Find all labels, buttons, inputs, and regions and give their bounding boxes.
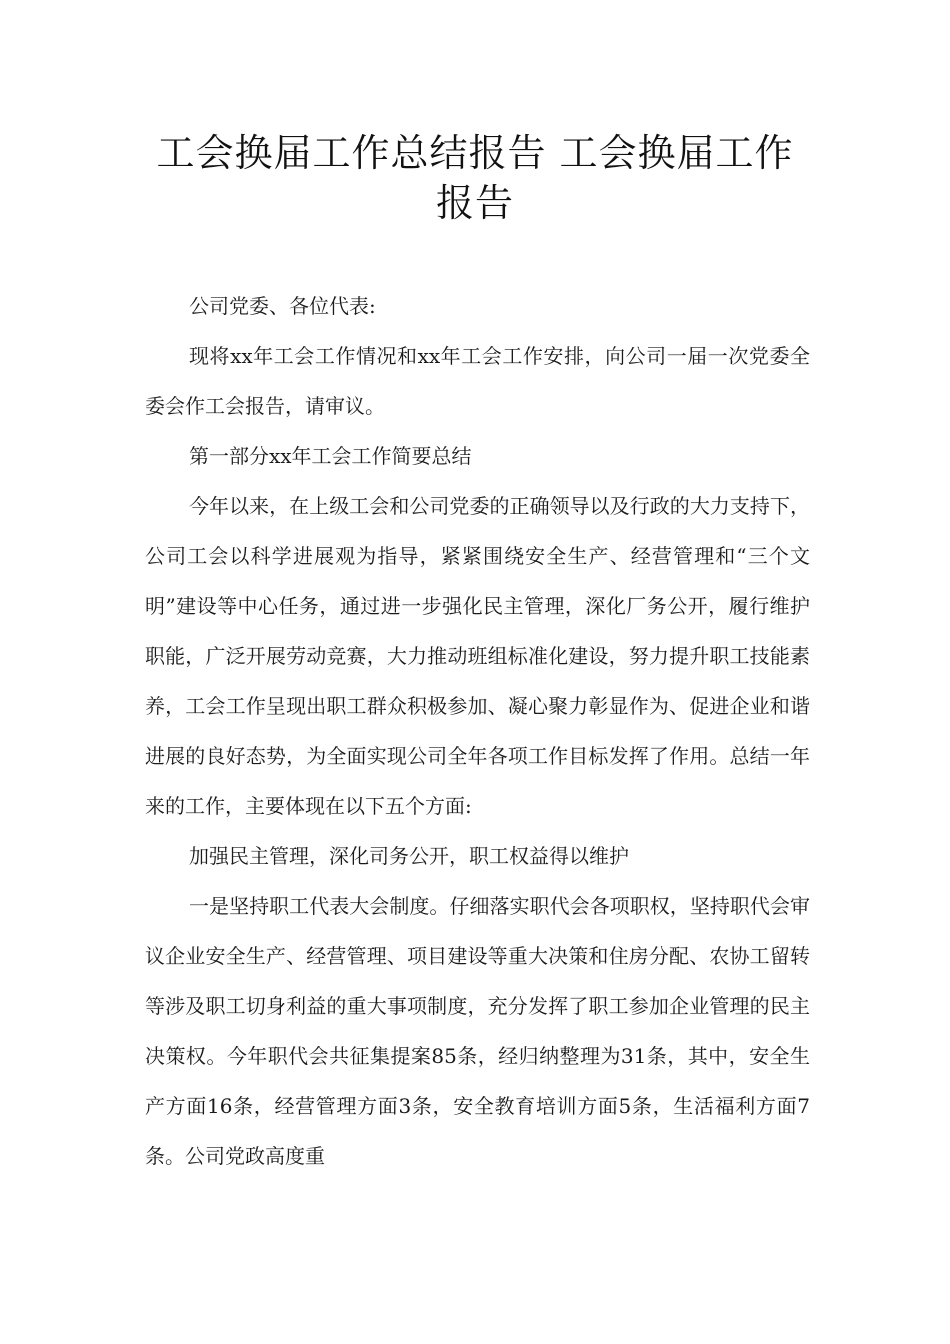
title-line-2: 报告: [435, 181, 514, 225]
section-heading-part-one: 第一部分xx年工会工作简要总结: [189, 444, 472, 468]
document-body: [145, 281, 810, 1181]
subsection-heading-democratic-management: 加强民主管理，深化司务公开，职工权益得以维护: [189, 844, 629, 868]
congress-system-paragraph: 一是坚持职工代表大会制度。仔细落实职代会各项职权，坚持职代会审议企业安全生产、经营管理、项目建设等重大决策和住房分配、农协工留转等涉及职工切身利益的重大事项制度，充分发挥了职工参加企业管理的民主决策权。今年职代会共征集提案85条，经归纳整理为31条，其中，安全生产方面16条，经营管理方面3条，安全教育培训方面5条，生活福利方面7条。公司党政高度重: [145, 894, 810, 1168]
summary-paragraph: 今年以来，在上级工会和公司党委的正确领导以及行政的大力支持下，公司工会以科学进展观为指导，紧紧围绕安全生产、经营管理和“三个文明”建设等中心任务，通过进一步强化民主管理，深化厂务公开，履行维护职能，广泛开展劳动竞赛，大力推动班组标准化建设，努力提升职工技能素养，工会工作呈现出职工群众积极参加、凝心聚力彰显作为、促进企业和谐进展的良好态势，为全面实现公司全年各项工作目标发挥了作用。总结一年来的工作，主要体现在以下五个方面:: [145, 494, 810, 818]
intro-paragraph: 现将xx年工会工作情况和xx年工会工作安排，向公司一届一次党委全委会作工会报告，请审议。: [145, 344, 810, 418]
salutation-paragraph: 公司党委、各位代表:: [189, 294, 376, 318]
document-title: [120, 128, 830, 228]
title-line-1: 工会换届工作总结报告 工会换届工作: [156, 131, 794, 175]
